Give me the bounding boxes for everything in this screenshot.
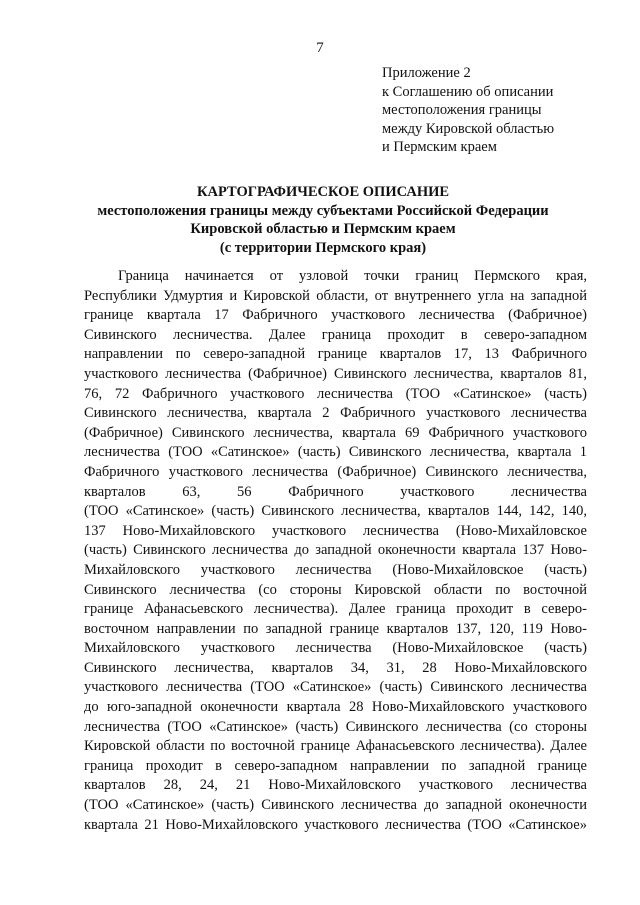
text-line: 76, 72 Фабричного участкового лесничества (ТОО «Сатинское» (часть) <box>84 385 587 402</box>
document-title: КАРТОГРАФИЧЕСКОЕ ОПИСАНИЕ <box>196 184 450 200</box>
heading-line: (с территории Пермского края) <box>219 239 427 256</box>
text-line: 137 Ново-Михайловского участкового лесничества (Ново-Михайловское <box>84 522 587 539</box>
text-line: Сивинского лесничества (со стороны Кировской области по восточной <box>84 581 587 598</box>
appendix-line: между Кировской областью <box>382 120 555 137</box>
text-line: (ТОО «Сатинское» (часть) Сивинского лесничества до западной оконечности <box>84 797 587 814</box>
text-line: Граница начинается от узловой точки границ Пермского края, <box>118 268 587 284</box>
text-line: Республики Удмуртия и Кировской области, от внутреннего угла на западной <box>84 287 587 304</box>
text-line: до юго-западной оконечности квартала 28 Ново-Михайловского участкового <box>84 699 587 716</box>
text-line: Кировской области по восточной границе Афанасьевского лесничества). Далее <box>84 738 587 755</box>
text-line: кварталов 63, 56 Фабричного участкового лесничества <box>84 483 587 500</box>
text-line: граница проходит в северо-западном направлении по западной границе <box>84 757 587 774</box>
text-line: восточном направлении по западной границе кварталов 137, 120, 119 Ново- <box>84 620 587 637</box>
text-line: Михайловского участкового лесничества (Ново-Михайловское (часть) <box>84 561 587 578</box>
text-line: границе квартала 17 Фабричного участкового лесничества (Фабричное) <box>84 307 587 324</box>
body-paragraph <box>84 267 587 835</box>
text-line: Сивинского лесничества, квартала 2 Фабричного участкового лесничества <box>84 405 587 422</box>
text-line: Сивинского лесничества, кварталов 34, 31, 28 Ново-Михайловского <box>84 659 587 676</box>
text-line: участкового лесничества (Фабричное) Сивинского лесничества, кварталов 81, <box>84 365 587 382</box>
text-line: лесничества (ТОО «Сатинское» (часть) Сивинского лесничества (со стороны <box>84 718 587 735</box>
appendix-line: Приложение 2 <box>382 65 471 81</box>
text-line: границе Афанасьевского лесничества). Далее граница проходит в северо- <box>84 601 587 618</box>
appendix-line: местоположения границы <box>382 102 542 118</box>
text-line: участкового лесничества (ТОО «Сатинское» (часть) Сивинского лесничества <box>84 679 587 696</box>
text-line: Фабричного участкового лесничества (Фабричное) Сивинского лесничества, <box>84 463 587 480</box>
text-line: направлении по северо-западной границе кварталов 17, 13 Фабричного <box>84 346 587 363</box>
appendix-line: к Соглашению об описании <box>382 83 554 100</box>
appendix-reference <box>382 64 612 157</box>
text-line: кварталов 28, 24, 21 Ново-Михайловского участкового лесничества <box>84 777 587 794</box>
text-line: квартала 21 Ново-Михайловского участкового лесничества (ТОО «Сатинское» <box>84 816 587 833</box>
heading-line: местоположения границы между субъектами Российской Федерации <box>97 202 549 219</box>
page-number: 7 <box>316 40 324 56</box>
text-line: (часть) Сивинского лесничества до западной оконечности квартала 137 Ново- <box>84 542 587 559</box>
text-line: (ТОО «Сатинское» (часть) Сивинского лесничества, кварталов 144, 142, 140, <box>84 503 587 520</box>
appendix-line: и Пермским краем <box>382 139 497 155</box>
document-heading <box>40 183 606 257</box>
text-line: Михайловского участкового лесничества (Ново-Михайловское (часть) <box>84 640 587 657</box>
text-line: лесничества (ТОО «Сатинское» (часть) Сивинского лесничества, квартала 1 <box>84 444 587 461</box>
text-line: Сивинского лесничества. Далее граница проходит в северо-западном <box>84 326 587 343</box>
text-line: (Фабричное) Сивинского лесничества, квартала 69 Фабричного участкового <box>84 424 587 441</box>
heading-line: Кировской областью и Пермским краем <box>190 221 456 237</box>
